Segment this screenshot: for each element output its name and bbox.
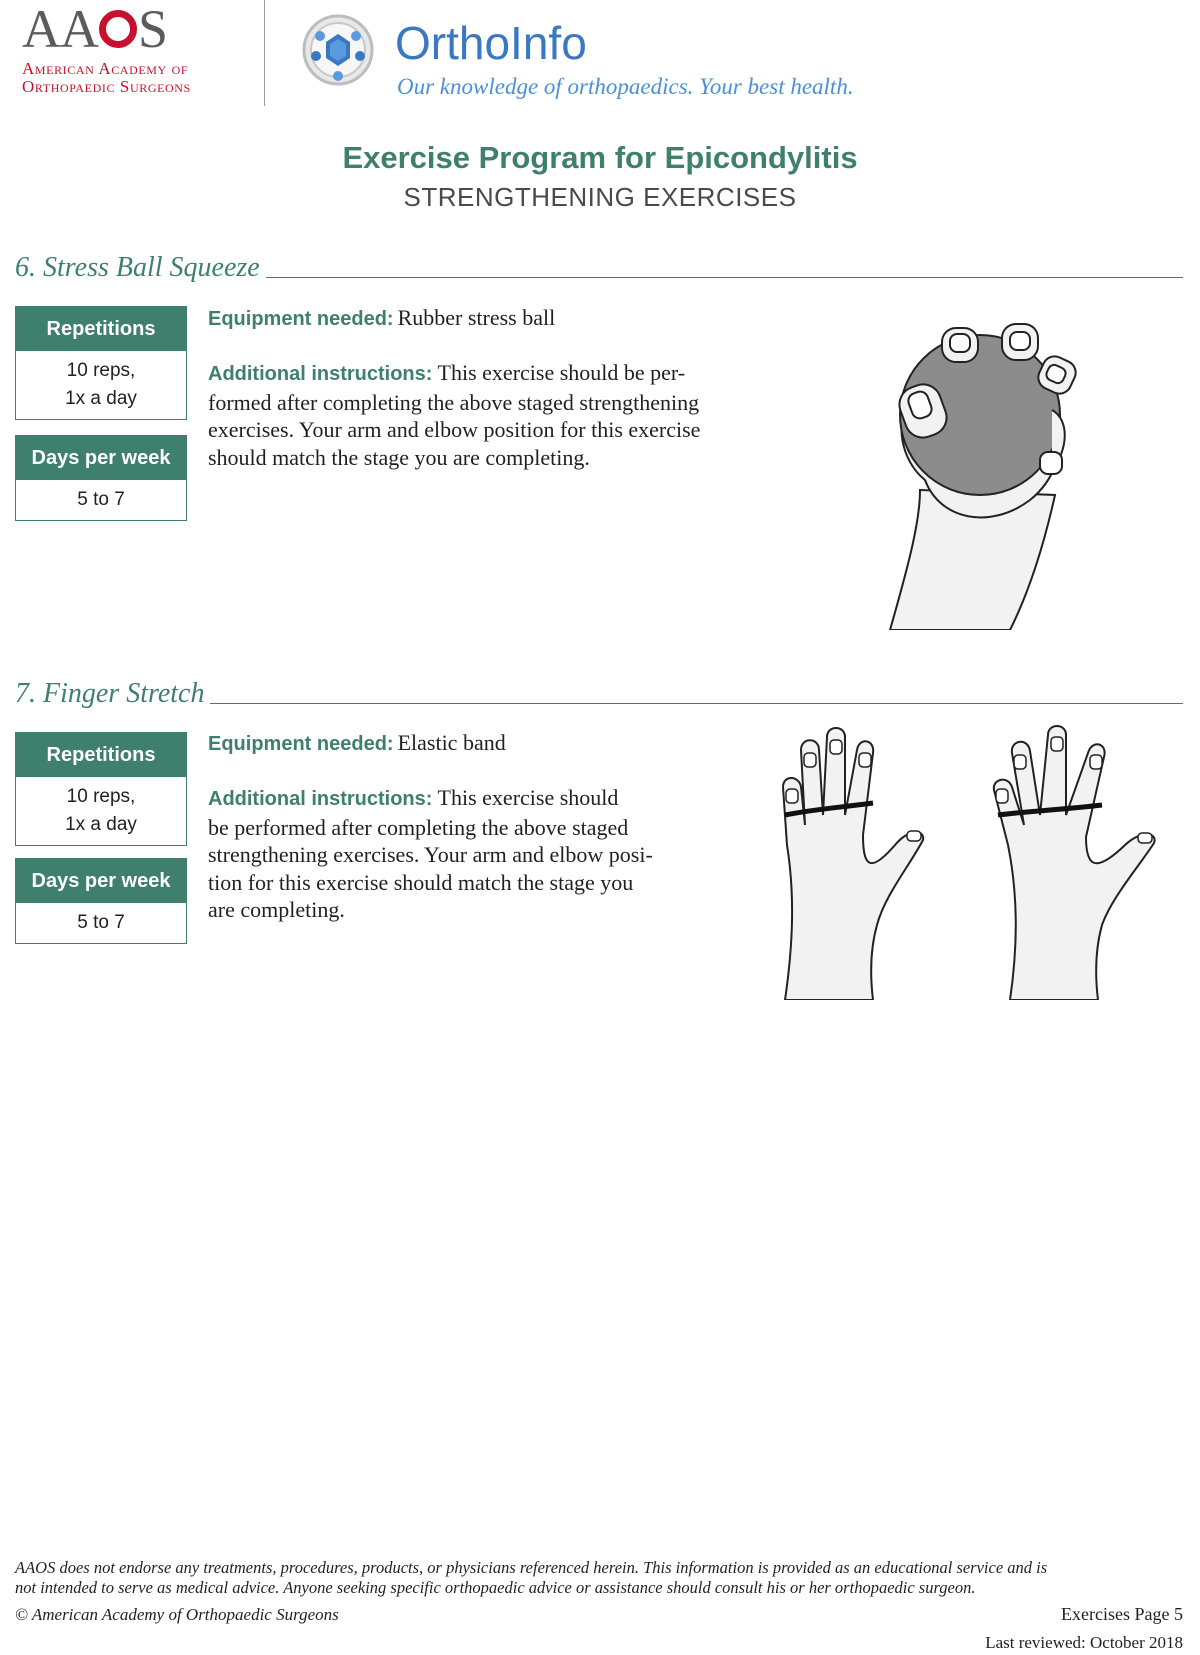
header-divider — [264, 0, 265, 106]
hand-band-stretched-illustration — [990, 725, 1180, 1000]
heading-rule — [210, 703, 1183, 704]
equipment-value: Rubber stress ball — [397, 305, 556, 330]
repetitions-header: Repetitions — [16, 307, 186, 351]
exercise-7-instructions — [208, 784, 728, 924]
orthoinfo-logo-icon — [298, 12, 378, 88]
repetitions-line2: 1x a day — [65, 814, 137, 835]
exercise-6-instructions — [208, 359, 768, 471]
instructions-label: Additional instructions: — [208, 788, 433, 810]
exercise-7-heading — [15, 678, 1183, 710]
exercise-7-equipment — [208, 729, 506, 757]
equipment-label: Equipment needed: — [208, 308, 394, 330]
days-value: 5 to 7 — [77, 912, 125, 933]
instructions-line: are completing. — [208, 897, 345, 922]
instructions-label: Additional instructions: — [208, 363, 433, 385]
exercise-6-heading — [15, 252, 1183, 284]
instructions-line: formed after completing the above staged strengthening — [208, 389, 700, 415]
instructions-line: This exercise should be per- — [437, 360, 686, 385]
orthoinfo-tagline: Our knowledge of orthopaedics. Your best health. — [397, 74, 854, 99]
exercise-6-days-box — [15, 435, 187, 521]
instructions-line: be performed after completing the above staged — [208, 814, 629, 840]
aaos-logo-text-left: AA — [22, 0, 98, 59]
repetitions-header: Repetitions — [16, 733, 186, 777]
document-subtitle: STRENGTHENING EXERCISES — [403, 182, 797, 212]
aaos-logo — [22, 0, 168, 59]
repetitions-value — [16, 777, 186, 845]
orthoinfo-title: OrthoInfo — [395, 17, 587, 69]
days-header: Days per week — [16, 436, 186, 480]
exercise-7-repetitions-box — [15, 732, 187, 846]
aaos-logo-ring — [99, 10, 137, 48]
last-reviewed: Last reviewed: October 2018 — [985, 1633, 1183, 1652]
aaos-name — [22, 60, 191, 96]
repetitions-value — [16, 351, 186, 419]
equipment-value: Elastic band — [397, 730, 506, 755]
instructions-line: This exercise should — [437, 785, 619, 810]
days-value: 5 to 7 — [77, 489, 125, 510]
aaos-logo-text-right: S — [138, 0, 168, 59]
disclaimer — [15, 1558, 1185, 1598]
instructions-line: should match the stage you are completing. — [208, 444, 590, 470]
stress-ball-hand-illustration — [880, 320, 1100, 630]
repetitions-line1: 10 reps, — [66, 786, 136, 807]
page-number: Exercises Page 5 — [1061, 1604, 1183, 1624]
aaos-name-line1: American Academy of — [22, 59, 189, 78]
instructions-line: strengthening exercises. Your arm and elbow posi- — [208, 842, 653, 867]
exercise-6-repetitions-box — [15, 306, 187, 420]
copyright: © American Academy of Orthopaedic Surgeons — [15, 1605, 339, 1624]
days-header: Days per week — [16, 859, 186, 903]
aaos-name-line2: Orthopaedic Surgeons — [22, 77, 191, 96]
document-title: Exercise Program for Epicondylitis — [342, 140, 858, 175]
repetitions-line1: 10 reps, — [66, 360, 136, 381]
exercise-7-days-box — [15, 858, 187, 944]
heading-rule — [266, 277, 1183, 278]
disclaimer-line2: not intended to serve as medical advice. Anyone seeking specific orthopaedic advice or assistance should consult his or her orthopaedic surgeon. — [15, 1578, 976, 1597]
exercise-7-title: 7. Finger Stretch — [15, 678, 205, 709]
instructions-line: tion for this exercise should match the stage you — [208, 869, 634, 895]
exercise-6-equipment — [208, 304, 555, 332]
instructions-line: exercises. Your arm and elbow position for this exercise — [208, 417, 701, 442]
repetitions-line2: 1x a day — [65, 388, 137, 409]
exercise-6-title: 6. Stress Ball Squeeze — [15, 252, 260, 283]
hand-band-relaxed-illustration — [775, 725, 950, 1000]
disclaimer-line1: AAOS does not endorse any treatments, procedures, products, or physicians referenced herein. This information is provided as an educational service and is — [15, 1558, 1048, 1577]
equipment-label: Equipment needed: — [208, 733, 394, 755]
